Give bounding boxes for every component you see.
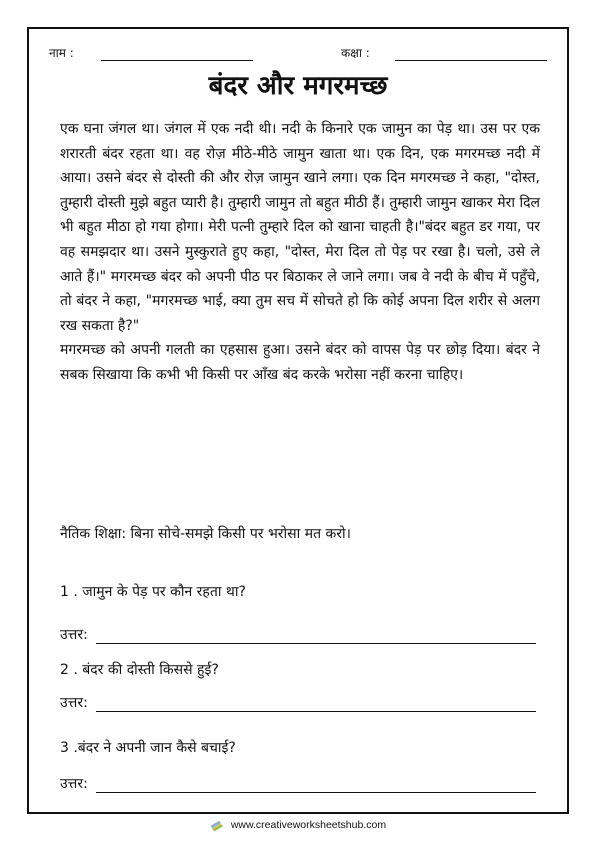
story-paragraph: मगरमच्छ को अपनी गलती का एहसास हुआ। उसने बंदर को वापस पेड़ पर छोड़ दिया। बंदर ने सबक सिखाया कि कभी भी किसी पर आँख बंद करके भरोसा नहीं करना चाहिए। <box>60 342 540 383</box>
answer-3 <box>60 774 536 796</box>
question-3: 3 .बंदर ने अपनी जान कैसे बचाई? <box>60 740 236 756</box>
story-title: बंदर और मगरमच्छ <box>208 71 388 101</box>
name-label: नाम : <box>49 46 74 60</box>
answer-line <box>96 711 536 712</box>
footer <box>0 818 596 832</box>
moral-line: नैतिक शिक्षा: बिना सोचे-समझे किसी पर भरोसा मत करो। <box>60 526 351 542</box>
pencil-logo-icon <box>210 819 224 831</box>
answer-label: उत्तर: <box>60 695 88 711</box>
answer-line <box>96 643 536 644</box>
story-text <box>60 117 540 388</box>
website-url[interactable]: www.creativeworksheetshub.com <box>230 819 387 831</box>
question-2: 2 . बंदर की दोस्ती किससे हुई? <box>60 662 219 678</box>
class-line <box>395 60 547 61</box>
question-1: 1 . जामुन के पेड़ पर कौन रहता था? <box>60 584 246 600</box>
answer-label: उत्तर: <box>60 776 88 792</box>
answer-label: उत्तर: <box>60 627 88 643</box>
story-paragraph: एक घना जंगल था। जंगल में एक नदी थी। नदी के किनारे एक जामुन का पेड़ था। उस पर एक शरारती बंदर रहता था। वह रोज़ मीठे-मीठे जामुन खाता था। एक दिन, एक मगरमच्छ नदी में आया। उसने बंदर से दोस्ती की और रोज़ जामुन खाने लगा। एक दिन मगरमच्छ ने कहा, "दोस्त, तुम्हारी दोस्ती मुझे बहुत प्यारी है। तुम्हारी जामुन तो बहुत मीठी हैं। तुम्हारी जामुन खाकर मेरा दिल भी बहुत मीठा हो गया होगा। मेरी पत्नी तुम्हारे दिल को खाना चाहती है।"बंदर बहुत डर गया, पर वह समझदार था। उसने मुस्कुराते हुए कहा, "दोस्त, मेरा दिल तो पेड़ पर रखा है। चलो, उसे ले आते हैं।" मगरमच्छ बंदर को अपनी पीठ पर बिठाकर ले जाने लगा। जब वे नदी के बीच में पहुँचे, तो बंदर ने कहा, "मगरमच्छ भाई, क्या तुम सच में सोचते हो कि कोई अपना दिल शरीर से अलग रख सकता है?" <box>60 121 540 334</box>
student-info-row <box>29 43 567 63</box>
answer-1 <box>60 625 536 647</box>
class-label: कक्षा : <box>341 46 370 60</box>
answer-2 <box>60 693 536 715</box>
answer-line <box>96 792 536 793</box>
worksheet-border <box>27 27 569 814</box>
name-line <box>101 60 253 61</box>
